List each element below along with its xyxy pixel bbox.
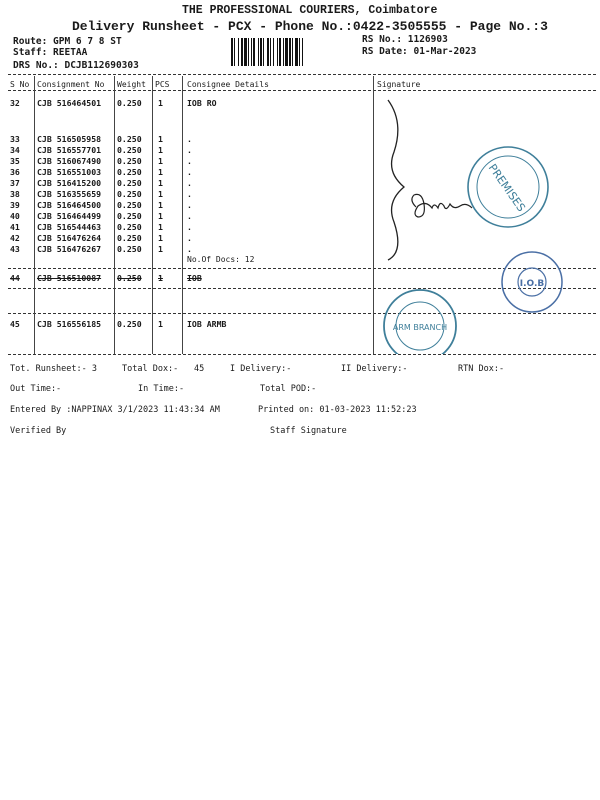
row-details: IOB RO (187, 98, 217, 108)
total-pod: Total POD:- (260, 384, 317, 394)
row-pcs: 1 (158, 200, 163, 210)
row-consignment: CJB 516551003 (37, 167, 102, 177)
col-header-pcs: PCS (155, 80, 170, 89)
row-pcs: 1 (158, 134, 163, 144)
row-consignment: CJB 516464500 (37, 200, 102, 210)
row-details: IOB ARMB (187, 319, 227, 329)
row-weight: 0.250 (117, 145, 142, 155)
row-sno: 36 (10, 167, 20, 177)
col-header-consignment: Consignment No (37, 80, 105, 89)
out-time: Out Time:- (10, 384, 62, 394)
row-weight: 0.250 (117, 156, 142, 166)
entered-by: Entered By :NAPPINAX 3/1/2023 11:43:34 AM (10, 405, 220, 415)
row-sno: 44 (10, 273, 20, 283)
rs-date: RS Date: 01-Mar-2023 (362, 46, 477, 57)
row-consignment: CJB 516476267 (37, 244, 102, 254)
row-consignment: CJB 516415200 (37, 178, 102, 188)
barcode (230, 38, 352, 66)
total-dox-value: 45 (194, 364, 205, 374)
row-details: . (187, 145, 192, 155)
row-sno: 34 (10, 145, 20, 155)
row-weight: 0.250 (117, 98, 142, 108)
row-consignment: CJB 516464499 (37, 211, 102, 221)
row-consignment: CJB 516505958 (37, 134, 102, 144)
row-pcs: 1 (158, 319, 163, 329)
row-sno: 41 (10, 222, 20, 232)
tot-runsheet: Tot. Runsheet:- 3 (10, 364, 97, 374)
runsheet-title: Delivery Runsheet - PCX - Phone No.:0422-3505555 - Page No.:3 (72, 19, 548, 34)
row-pcs: 1 (158, 167, 163, 177)
row-consignment: CJB 516556185 (37, 319, 102, 329)
row-weight: 0.250 (117, 189, 142, 199)
row-details: . (187, 211, 192, 221)
row-pcs: 1 (158, 156, 163, 166)
row-weight: 0.250 (117, 200, 142, 210)
svg-text:ARM BRANCH: ARM BRANCH (392, 323, 448, 332)
row-sno: 35 (10, 156, 20, 166)
row-sno: 38 (10, 189, 20, 199)
row-details: . (187, 200, 192, 210)
row-pcs: 1 (158, 273, 163, 283)
row-pcs: 1 (158, 233, 163, 243)
row-pcs: 1 (158, 98, 163, 108)
row-pcs: 1 (158, 145, 163, 155)
row-weight: 0.250 (117, 167, 142, 177)
svg-text:PREMISES: PREMISES (485, 161, 528, 215)
verified-by: Verified By (10, 426, 67, 436)
row-sno: 39 (10, 200, 20, 210)
row-weight: 0.250 (117, 222, 142, 232)
row-sno: 42 (10, 233, 20, 243)
row-consignment: CJB 516557701 (37, 145, 102, 155)
row-sno: 45 (10, 319, 20, 329)
row-consignment: CJB 516464501 (37, 98, 102, 108)
row-details: . (187, 244, 192, 254)
row-sno: 33 (10, 134, 20, 144)
row-sno: 37 (10, 178, 20, 188)
row-details: . (187, 222, 192, 232)
bracket-mark (388, 100, 404, 260)
row-consignment: CJB 516067490 (37, 156, 102, 166)
staff-signature: Staff Signature (270, 426, 347, 436)
i-delivery: I Delivery:- (230, 364, 292, 374)
printed-on: Printed on: 01-03-2023 11:52:23 (258, 405, 417, 415)
row-sno: 43 (10, 244, 20, 254)
row-details: IOB (187, 273, 202, 283)
rs-number: RS No.: 1126903 (362, 34, 448, 45)
svg-text:I.O.B: I.O.B (519, 279, 545, 289)
col-header-weight: Weight (117, 80, 146, 89)
no-of-docs: No.Of Docs: 12 (187, 255, 255, 264)
col-header-details: Consignee Details (187, 80, 269, 89)
total-dox-label: Total Dox:- (122, 364, 179, 374)
rtn-dox: RTN Dox:- (458, 364, 505, 374)
row-weight: 0.250 (117, 319, 142, 329)
row-consignment: CJB 516355659 (37, 189, 102, 199)
ii-delivery: II Delivery:- (341, 364, 408, 374)
route-label: Route: GPM 6 7 8 ST (13, 36, 122, 47)
row-pcs: 1 (158, 222, 163, 232)
in-time: In Time:- (138, 384, 185, 394)
drs-number: DRS No.: DCJB112690303 (13, 60, 139, 71)
row-details: . (187, 189, 192, 199)
row-pcs: 1 (158, 244, 163, 254)
row-sno: 32 (10, 98, 20, 108)
row-weight: 0.250 (117, 134, 142, 144)
staff-label: Staff: REETAA (13, 47, 88, 58)
row-consignment: CJB 516510087 (37, 273, 102, 283)
row-weight: 0.250 (117, 211, 142, 221)
row-details: . (187, 134, 192, 144)
row-pcs: 1 (158, 211, 163, 221)
handwritten-signature (412, 194, 472, 217)
col-header-sno: S No (10, 80, 30, 89)
row-pcs: 1 (158, 189, 163, 199)
row-weight: 0.250 (117, 178, 142, 188)
divider-header (8, 90, 596, 91)
row-details: . (187, 156, 192, 166)
row-details: . (187, 233, 192, 243)
row-consignment: CJB 516544463 (37, 222, 102, 232)
row-weight: 0.250 (117, 233, 142, 243)
row-pcs: 1 (158, 178, 163, 188)
premises-stamp (468, 147, 548, 227)
divider-bottom (8, 354, 596, 355)
row-details: . (187, 178, 192, 188)
arm-branch-stamp (384, 290, 456, 354)
col-header-signature: Signature (377, 80, 421, 89)
divider-top (8, 74, 596, 75)
signature-stamps (374, 92, 600, 354)
row-sno: 40 (10, 211, 20, 221)
row-weight: 0.250 (117, 273, 142, 283)
row-consignment: CJB 516476264 (37, 233, 102, 243)
row-details: . (187, 167, 192, 177)
row-weight: 0.250 (117, 244, 142, 254)
iob-stamp (502, 252, 562, 312)
company-title: THE PROFESSIONAL COURIERS, Coimbatore (182, 4, 438, 17)
